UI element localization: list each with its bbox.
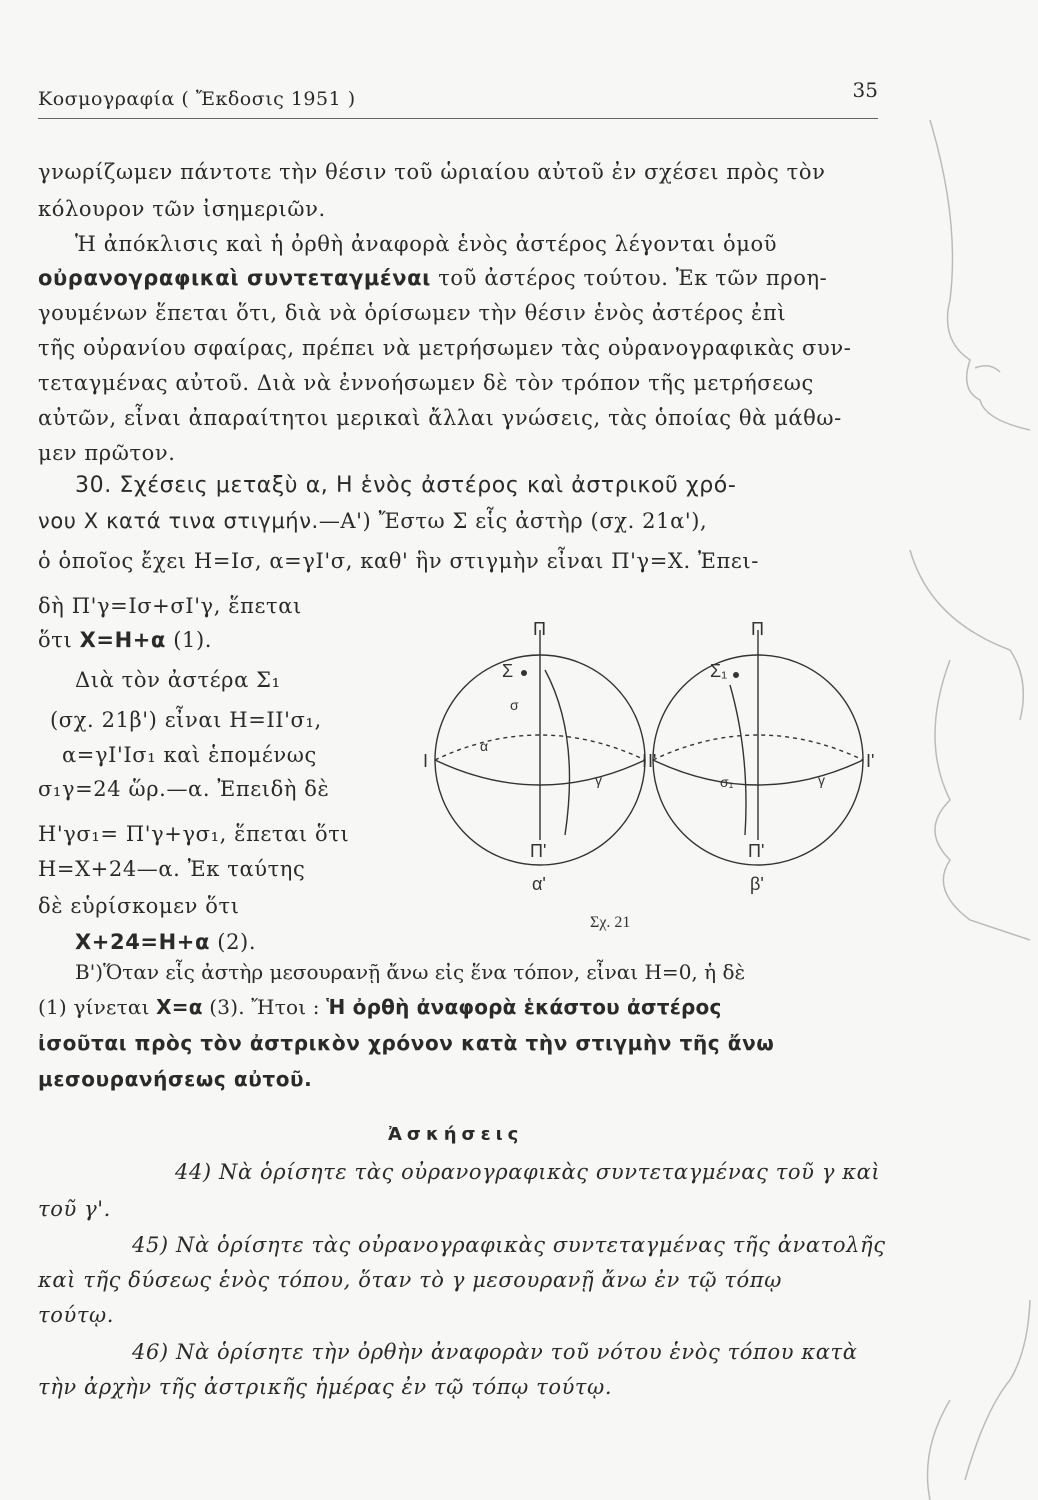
bold-statement: μεσουρανήσεως αὐτοῦ.	[38, 1067, 313, 1091]
text-line	[38, 266, 827, 290]
text-line: Β')Ὅταν εἷς ἀστὴρ μεσουρανῇ ἄνω εἰς ἕνα τόπον, εἶναι Η=0, ἡ δὲ	[75, 960, 746, 984]
label-star-left: Σ	[502, 661, 514, 681]
exercise-line: τὴν ἀρχὴν τῆς ἀστρικῆς ἡμέρας ἐν τῷ τόπῳ τούτῳ.	[38, 1375, 613, 1399]
page-number: 35	[852, 78, 878, 102]
label-s-right: σ₁	[720, 774, 734, 790]
label-I-left: Ι	[423, 751, 429, 771]
label-I2-left: Ι'	[648, 751, 657, 771]
text-line: αὐτῶν, εἶναι ἀπαραίτητοι μερικαὶ ἄλλαι γνώσεις, τὰς ὁποίας θὰ μάθω-	[38, 406, 842, 430]
formula: Χ=Η+α	[79, 628, 166, 652]
exercises-heading: Ἀσκήσεις	[388, 1124, 524, 1145]
text-line: α=γΙ'Ισ₁ καὶ ἑπομένως	[62, 743, 317, 767]
label-P2-left: Π'	[530, 841, 547, 861]
section-heading-cont: νου Χ κατά τινα στιγμήν.	[38, 509, 319, 533]
star-marker-right	[733, 672, 739, 678]
text-line: σ₁γ=24 ὥρ.—α. Ἐπειδὴ δὲ	[38, 777, 330, 801]
formula: Χ+24=Η+α	[75, 930, 211, 954]
right-hour-circle	[730, 685, 746, 835]
text-line: Ἡ ἀπόκλισις καὶ ἡ ὀρθὴ ἀναφορὰ ἑνὸς ἀστέρος λέγονται ὁμοῦ	[75, 232, 778, 256]
text-span: (1) γίνεται	[38, 995, 157, 1019]
face-profile-bottom	[965, 1300, 1030, 1480]
text-span: (1).	[165, 628, 213, 652]
exercise-line: 46) Νὰ ὁρίσητε τὴν ὀρθὴν ἀναφορὰν τοῦ νότου ἑνὸς τόπου κατὰ	[132, 1340, 858, 1364]
text-span: ὅτι	[38, 628, 80, 652]
figure-21	[420, 615, 900, 940]
exercise-line: καὶ τῆς δύσεως ἑνὸς τόπου, ὅταν τὸ γ μεσουρανῇ ἄνω ἐν τῷ τόπῳ	[38, 1268, 782, 1292]
label-P-left: Π	[533, 619, 546, 639]
text-line: δὲ εὑρίσκομεν ὅτι	[38, 894, 240, 918]
text-line: κόλουρον τῶν ἰσημεριῶν.	[38, 197, 326, 221]
label-sub-right: β'	[750, 874, 764, 894]
face-outline-mid	[910, 550, 1023, 720]
exercise-line: 45) Νὰ ὁρίσητε τὰς οὐρανογραφικὰς συντεταγμένας τῆς ἀνατολῆς	[132, 1233, 886, 1257]
text-line	[38, 995, 722, 1019]
text-line: ὁ ὁποῖος ἔχει Η=Ισ, α=γΙ'σ, καθ' ἣν στιγμὴν εἶναι Π'γ=Χ. Ἐπει-	[38, 549, 759, 573]
text-line: Διὰ τὸν ἀστέρα Σ₁	[75, 668, 281, 692]
running-title: Κοσμογραφία ( Ἔκδοσις 1951 )	[38, 88, 356, 110]
label-star-right: Σ₁	[710, 661, 728, 681]
formula: Χ=α	[156, 995, 203, 1019]
text-line: δὴ Π'γ=Ισ+σΙ'γ, ἕπεται	[38, 594, 302, 618]
face-profile-top	[930, 120, 1030, 430]
label-P-right: Π	[751, 619, 764, 639]
label-a-left: α	[480, 738, 489, 754]
left-hour-circle	[545, 670, 570, 835]
label-sub-left: α'	[532, 874, 546, 894]
label-I2-right: Ι'	[866, 751, 875, 771]
exercise-line: τοῦ γ'.	[38, 1197, 111, 1221]
label-P2-right: Π'	[748, 841, 765, 861]
text-line: Η'γσ₁= Π'γ+γσ₁, ἕπεται ὅτι	[38, 822, 350, 846]
text-line	[38, 628, 212, 652]
text-span: (3). Ἤτοι :	[202, 995, 327, 1019]
label-g-right: γ	[818, 772, 825, 788]
text-line: (σχ. 21β') εἶναι Η=ΙΙ'σ₁,	[50, 708, 322, 732]
bold-statement: Ἡ ὀρθὴ ἀναφορὰ ἑκάστου ἀστέρος	[326, 995, 722, 1019]
page-header	[38, 78, 878, 119]
text-line: γνωρίζωμεν πάντοτε τὴν θέσιν τοῦ ὡριαίου αὐτοῦ ἐν σχέσει πρὸς τὸν	[38, 160, 826, 184]
text-span: —Α') Ἔστω Σ εἷς ἀστὴρ (σχ. 21α'),	[318, 509, 708, 533]
text-span: (2).	[210, 930, 257, 954]
margin-face-sketches	[890, 100, 1035, 1500]
text-line	[38, 509, 707, 533]
figure-caption: Σχ. 21	[590, 914, 631, 931]
text-line: Η=Χ+24—α. Ἐκ ταύτης	[38, 857, 306, 881]
text-line: τεταγμένας αὐτοῦ. Διὰ νὰ ἐννοήσωμεν δὲ τὸν τρόπον τῆς μετρήσεως	[38, 371, 814, 395]
text-span: τοῦ ἀστέρος τούτου. Ἐκ τῶν προη-	[430, 266, 828, 290]
text-line: γουμένων ἕπεται ὅτι, διὰ νὰ ὁρίσωμεν τὴν θέσιν ἑνὸς ἀστέρος ἐπὶ	[38, 301, 787, 325]
label-s-left: σ	[510, 697, 519, 713]
section-heading: 30. Σχέσεις μεταξὺ α, Η ἑνὸς ἀστέρος καὶ ἀστρικοῦ χρό-	[75, 473, 737, 498]
face-eye-top	[975, 366, 1000, 372]
label-g-left: γ	[595, 772, 602, 788]
exercise-line: τούτῳ.	[38, 1303, 115, 1327]
exercise-line: 44) Νὰ ὁρίσητε τὰς οὐρανογραφικὰς συντεταγμένας τοῦ γ καὶ	[175, 1160, 881, 1184]
text-line: τῆς οὐρανίου σφαίρας, πρέπει νὰ μετρήσωμεν τὰς οὐρανογραφικὰς συν-	[38, 336, 852, 360]
bold-term: οὐρανογραφικαὶ συντεταγμέναι	[38, 266, 431, 290]
star-marker-left	[521, 670, 527, 676]
text-line: μεν πρῶτον.	[38, 441, 176, 465]
text-line	[75, 930, 256, 954]
bold-statement: ἰσοῦται πρὸς τὸν ἀστρικὸν χρόνον κατὰ τὴν στιγμὴν τῆς ἄνω	[38, 1031, 775, 1055]
face-outline-bottom	[928, 1400, 951, 1500]
label-I-right: Ι	[642, 751, 648, 771]
face-profile-mid	[935, 660, 1030, 940]
